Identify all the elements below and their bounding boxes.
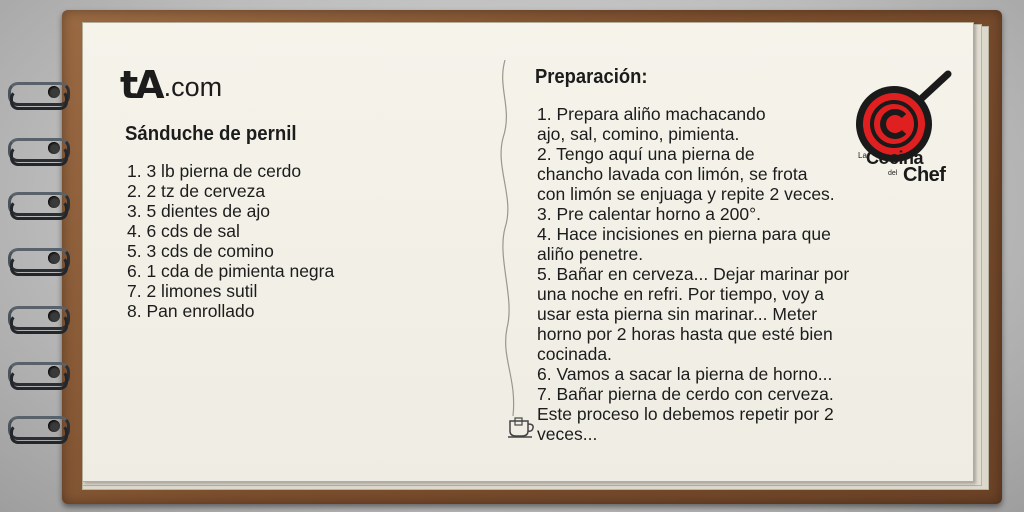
brand-text-del: del — [888, 170, 898, 177]
step-line: una noche en refri. Por tiempo, voy a — [537, 284, 824, 304]
brand-text-chef: Chef — [903, 164, 946, 186]
brand-text-cocina: Cocina — [866, 148, 924, 168]
ingredient-item: 6. 1 cda de pimienta negra — [127, 261, 335, 281]
ingredient-item: 7. 2 limones sutil — [127, 281, 258, 301]
logo-mark: tA — [120, 63, 162, 107]
preparation-title: Preparación: — [535, 66, 648, 88]
teacup-icon — [507, 415, 537, 439]
spiral-ring — [2, 412, 78, 440]
step-line: 3. Pre calentar horno a 200°. — [537, 204, 761, 224]
teabag-string-divider — [495, 58, 531, 418]
step-line: 1. Prepara aliño machacando — [537, 104, 766, 124]
step-line: 6. Vamos a sacar la pierna de horno... — [537, 364, 833, 384]
step-line: Este proceso lo debemos repetir por 2 — [537, 404, 834, 424]
ingredient-item: 1. 3 lb pierna de cerdo — [127, 161, 302, 181]
ingredients-list — [127, 161, 334, 321]
logo-domain: .com — [163, 72, 223, 102]
ingredient-item: 4. 6 cds de sal — [127, 221, 240, 241]
spiral-ring — [2, 78, 78, 106]
spiral-ring — [2, 358, 78, 386]
ingredient-item: 8. Pan enrollado — [127, 301, 255, 321]
step-line: 7. Bañar pierna de cerdo con cerveza. — [537, 384, 834, 404]
step-line: con limón se enjuaga y repite 2 veces. — [537, 184, 835, 204]
step-line: chancho lavada con limón, se frota — [537, 164, 808, 184]
step-line: cocinada. — [537, 344, 612, 364]
spiral-ring — [2, 302, 78, 330]
step-line: usar esta pierna sin marinar... Meter — [537, 304, 818, 324]
spiral-ring — [2, 134, 78, 162]
recipe-title: Sánduche de pernil — [125, 123, 297, 145]
brand-text-la: La — [858, 151, 867, 160]
step-line: 4. Hace incisiones en pierna para que — [537, 224, 831, 244]
step-line: ajo, sal, comino, pimienta. — [537, 124, 740, 144]
step-line: veces... — [537, 424, 598, 444]
step-line: 5. Bañar en cerveza... Dejar marinar por — [537, 264, 850, 284]
spiral-ring — [2, 244, 78, 272]
spiral-ring — [2, 188, 78, 216]
preparation-steps — [537, 104, 849, 444]
step-line: 2. Tengo aquí una pierna de — [537, 144, 755, 164]
step-line: horno por 2 horas hasta que esté bien — [537, 324, 833, 344]
site-logo — [120, 63, 223, 107]
ingredient-item: 2. 2 tz de cerveza — [127, 181, 266, 201]
ingredient-item: 3. 5 dientes de ajo — [127, 201, 271, 221]
ingredient-item: 5. 3 cds de comino — [127, 241, 274, 261]
step-line: aliño penetre. — [537, 244, 644, 264]
